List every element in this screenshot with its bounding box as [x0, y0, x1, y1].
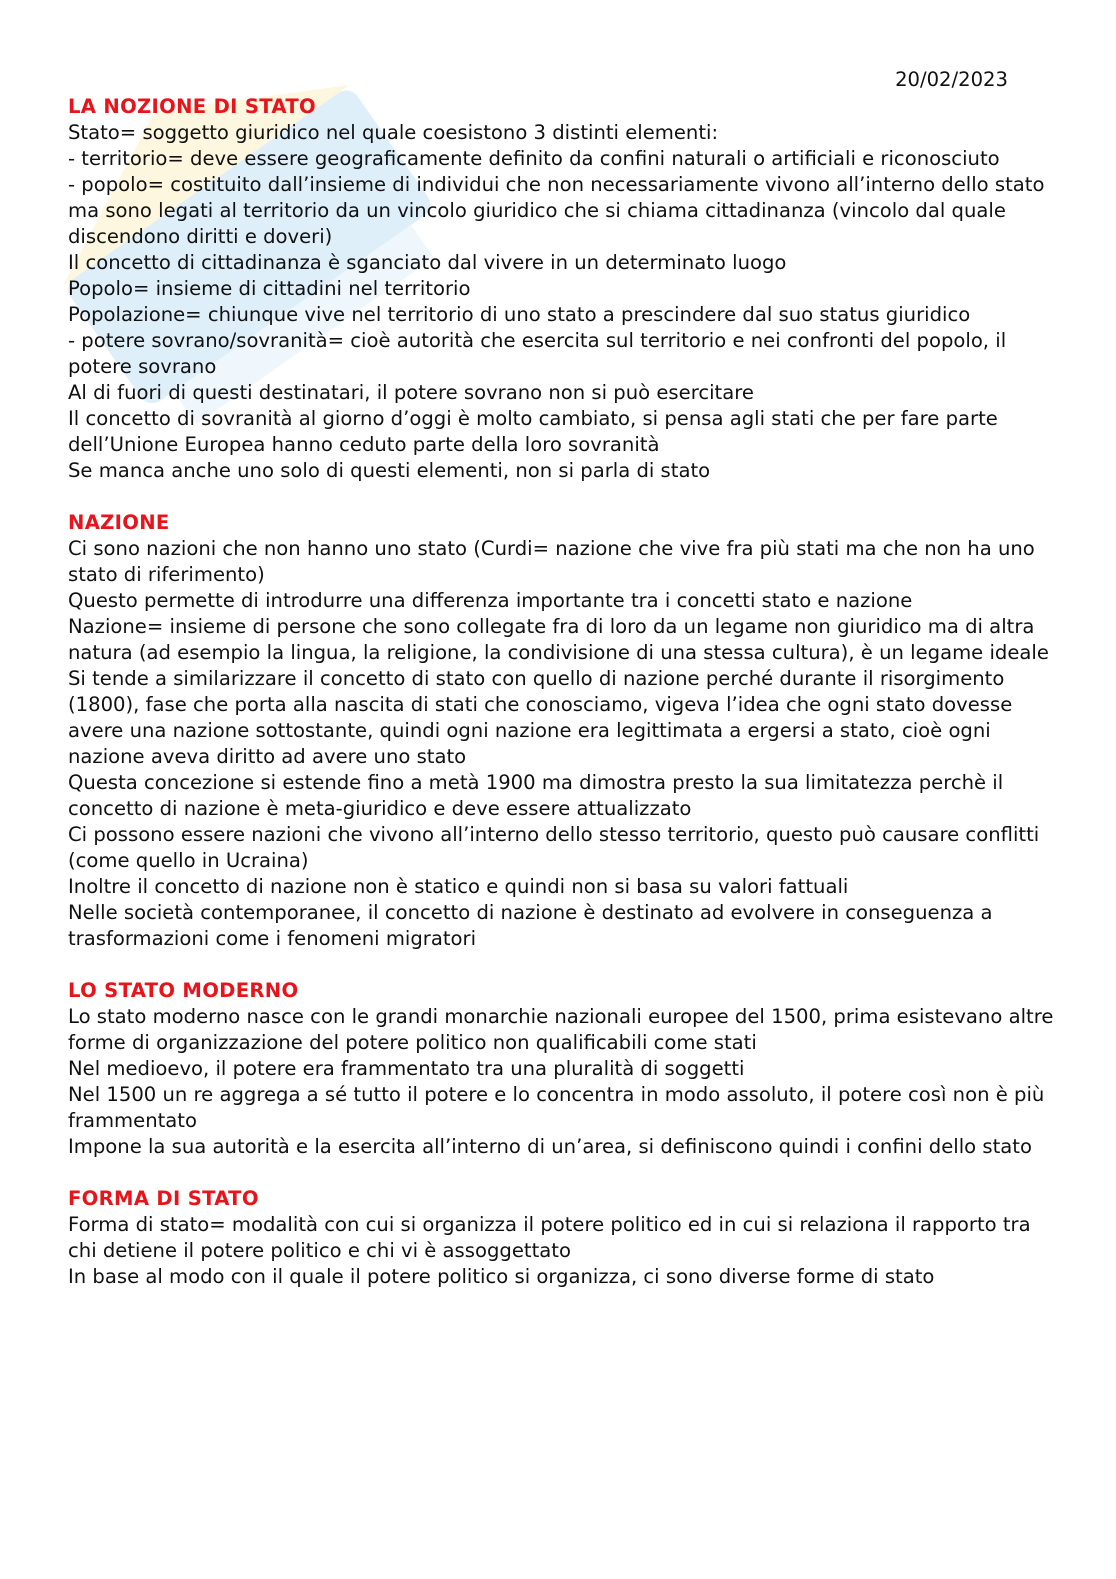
paragraph: Nel 1500 un re aggrega a sé tutto il potere e lo concentra in modo assoluto, il potere così non è più frammentato [68, 1083, 1045, 1132]
paragraph: Si tende a similarizzare il concetto di stato con quello di nazione perché durante il risorgimento (1800), fase che porta alla nascita di stati che conosciamo, vigeva l’idea che ogni stato dovesse avere una nazione sottostante, quindi ogni nazione era legittimata a ergersi a stato, cioè ogni nazione aveva diritto ad avere uno stato [68, 667, 1013, 768]
paragraph: Ci possono essere nazioni che vivono all’interno dello stesso territorio, questo può causare conflitti (come quello in Ucraina) [68, 823, 1040, 872]
paragraph: Inoltre il concetto di nazione non è statico e quindi non si basa su valori fattuali [68, 875, 849, 898]
section-stato-moderno [68, 978, 1058, 1160]
paragraph: Forma di stato= modalità con cui si organizza il potere politico ed in cui si relaziona il rapporto tra chi detiene il potere politico e chi vi è assoggettato [68, 1213, 1031, 1262]
paragraph: Popolazione= chiunque vive nel territorio di uno stato a prescindere dal suo status giuridico [68, 303, 971, 326]
paragraph: Questa concezione si estende fino a metà 1900 ma dimostra presto la sua limitatezza perchè il concetto di nazione è meta-giuridico e deve essere attualizzato [68, 771, 1004, 820]
section-heading: FORMA DI STATO [68, 1187, 259, 1210]
section-heading: LA NOZIONE DI STATO [68, 95, 316, 118]
paragraph: Al di fuori di questi destinatari, il potere sovrano non si può esercitare [68, 381, 754, 404]
section-heading: LO STATO MODERNO [68, 979, 299, 1002]
section-heading: NAZIONE [68, 511, 170, 534]
document-page [68, 66, 1058, 1316]
paragraph: Nazione= insieme di persone che sono collegate fra di loro da un legame non giuridico ma di altra natura (ad esempio la lingua, la religione, la condivisione di una stessa cultura), è un legame ideale [68, 615, 1049, 664]
paragraph: Il concetto di sovranità al giorno d’oggi è molto cambiato, si pensa agli stati che per fare parte dell’Unione Europea hanno ceduto parte della loro sovranità [68, 407, 998, 456]
paragraph: - popolo= costituito dall’insieme di individui che non necessariamente vivono all’interno dello stato ma sono legati al territorio da un vincolo giuridico che si chiama cittadinanza (vincolo dal quale discendono diritti e doveri) [68, 173, 1045, 248]
paragraph: Il concetto di cittadinanza è sganciato dal vivere in un determinato luogo [68, 251, 787, 274]
paragraph: In base al modo con il quale il potere politico si organizza, ci sono diverse forme di stato [68, 1265, 935, 1288]
paragraph: - potere sovrano/sovranità= cioè autorità che esercita sul territorio e nei confronti del popolo, il potere sovrano [68, 329, 1007, 378]
paragraph: Se manca anche uno solo di questi elementi, non si parla di stato [68, 459, 711, 482]
document-date: 20/02/2023 [895, 68, 1008, 91]
paragraph: Ci sono nazioni che non hanno uno stato (Curdi= nazione che vive fra più stati ma che non ha uno stato di riferimento) [68, 537, 1035, 586]
paragraph: Impone la sua autorità e la esercita all’interno di un’area, si definiscono quindi i confini dello stato [68, 1135, 1032, 1158]
paragraph: Lo stato moderno nasce con le grandi monarchie nazionali europee del 1500, prima esistevano altre forme di organizzazione del potere politico non qualificabili come stati [68, 1005, 1054, 1054]
paragraph: Stato= soggetto giuridico nel quale coesistono 3 distinti elementi: [68, 121, 719, 144]
paragraph: - territorio= deve essere geograficamente definito da confini naturali o artificiali e riconosciuto [68, 147, 1000, 170]
section-nazione [68, 510, 1058, 952]
paragraph: Questo permette di introdurre una differenza importante tra i concetti stato e nazione [68, 589, 913, 612]
paragraph: Nel medioevo, il potere era frammentato tra una pluralità di soggetti [68, 1057, 745, 1080]
section-forma-di-stato [68, 1186, 1058, 1290]
paragraph: Nelle società contemporanee, il concetto di nazione è destinato ad evolvere in conseguenza a trasformazioni come i fenomeni migratori [68, 901, 993, 950]
section-nozione-di-stato [68, 94, 1058, 484]
paragraph: Popolo= insieme di cittadini nel territorio [68, 277, 471, 300]
